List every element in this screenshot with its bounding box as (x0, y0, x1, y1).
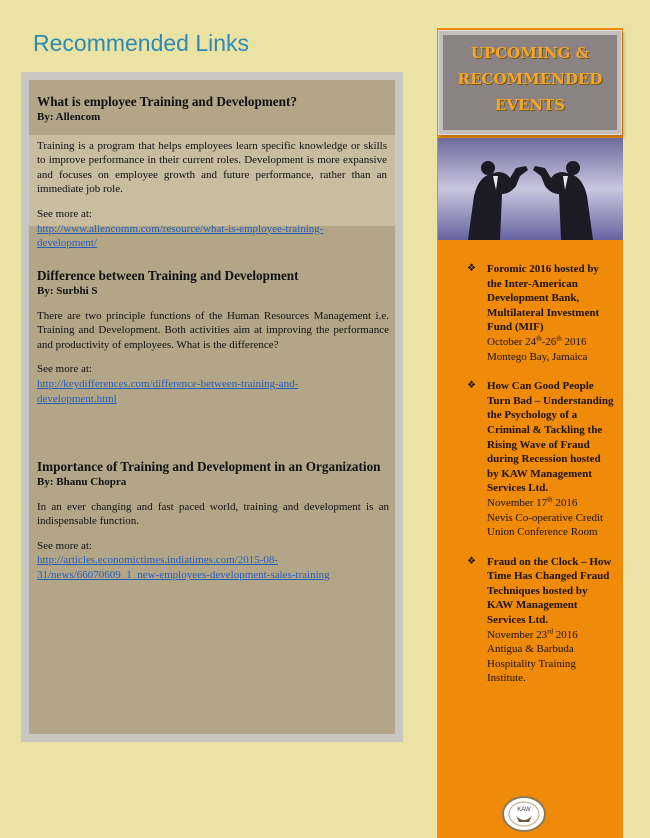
see-more-label: See more at: (37, 539, 92, 552)
events-list (467, 262, 615, 701)
article-title: Importance of Training and Development in an Organization (37, 459, 381, 474)
article-author: By: Bhanu Chopra (37, 476, 127, 488)
event-title: Fraud on the Clock – How Time Has Changed Fraud Techniques hosted by KAW Management Services Ltd. (487, 555, 612, 627)
article-title: Difference between Training and Development (37, 268, 299, 283)
article-link-line2[interactable]: 31/news/66070609_1_new-employees-development-sales-training (37, 568, 330, 581)
event-item (467, 262, 615, 364)
article-link-line1[interactable]: http://www.allencomm.com/resource/what-is-employee-training- (37, 222, 324, 235)
article-body: There are two principle functions of the Human Resources Management i.e. Training and Development. Both activities aim at improving the performance and productivity of employees. What is the difference? (37, 309, 389, 351)
article-link-line2[interactable]: development/ (37, 237, 97, 250)
logo-text: KAW (517, 807, 531, 813)
articles-panel (29, 80, 395, 734)
banner-line: UPCOMING & (470, 44, 590, 62)
article-body: Training is a program that helps employees learn specific knowledge or skills to improve performance in their current roles. Development is more expansive and focuses on employee growth and future performance, rather than an immediate job role. (37, 139, 387, 196)
article-link-line1[interactable]: http://keydifferences.com/difference-between-training-and- (37, 377, 299, 390)
diamond-bullet-icon: ❖ (467, 555, 476, 567)
article-link-line1[interactable]: http://articles.economictimes.indiatimes.com/2015-08- (37, 554, 279, 567)
article-title: What is employee Training and Development? (37, 94, 297, 109)
event-date: November 23rd 2016 (487, 627, 578, 641)
events-banner (438, 30, 622, 135)
diamond-bullet-icon: ❖ (467, 263, 476, 274)
banner-line: RECOMMENDED (457, 70, 603, 88)
article-highlight (29, 135, 395, 226)
event-date: October 24th-26th 2016 (487, 334, 587, 348)
kaw-logo (499, 794, 549, 834)
event-title: How Can Good People Turn Bad – Understanding the Psychology of a Criminal & Tackling the Rising Wave of Fraud during Recession hosted by KAW Management Services Ltd. (487, 380, 614, 495)
article-link[interactable] (37, 377, 389, 406)
events-banner-text (443, 35, 617, 130)
article-author: By: Allencom (37, 111, 101, 123)
event-location: Nevis Co-operative Credit Union Conference Room (487, 511, 604, 539)
event-date: November 17th 2016 (487, 495, 578, 509)
event-item (467, 555, 615, 686)
event-location: Antigua & Barbuda Hospitality Training Institute. (487, 643, 576, 685)
article-link-line2[interactable]: development.html (37, 392, 117, 405)
article-link[interactable] (37, 553, 389, 582)
article-link[interactable] (37, 222, 389, 251)
event-title: Foromic 2016 hosted by the Inter-American Development Bank, Multilateral Investment Fund (MIF) (487, 263, 600, 334)
see-more-label: See more at: (37, 363, 92, 376)
banner-line: EVENTS (494, 96, 566, 114)
article-author: By: Surbhi S (37, 285, 98, 297)
event-item (467, 379, 615, 540)
event-location: Montego Bay, Jamaica (487, 350, 588, 363)
article-1 (37, 94, 389, 251)
page-title: Recommended Links (33, 30, 250, 56)
diamond-bullet-icon: ❖ (467, 380, 476, 392)
article-3 (37, 459, 389, 583)
article-body: In an ever changing and fast paced world, training and development is an indispensable function. (37, 500, 389, 528)
handshake-photo (438, 138, 623, 240)
see-more-label: See more at: (37, 207, 92, 220)
article-2 (37, 268, 389, 406)
